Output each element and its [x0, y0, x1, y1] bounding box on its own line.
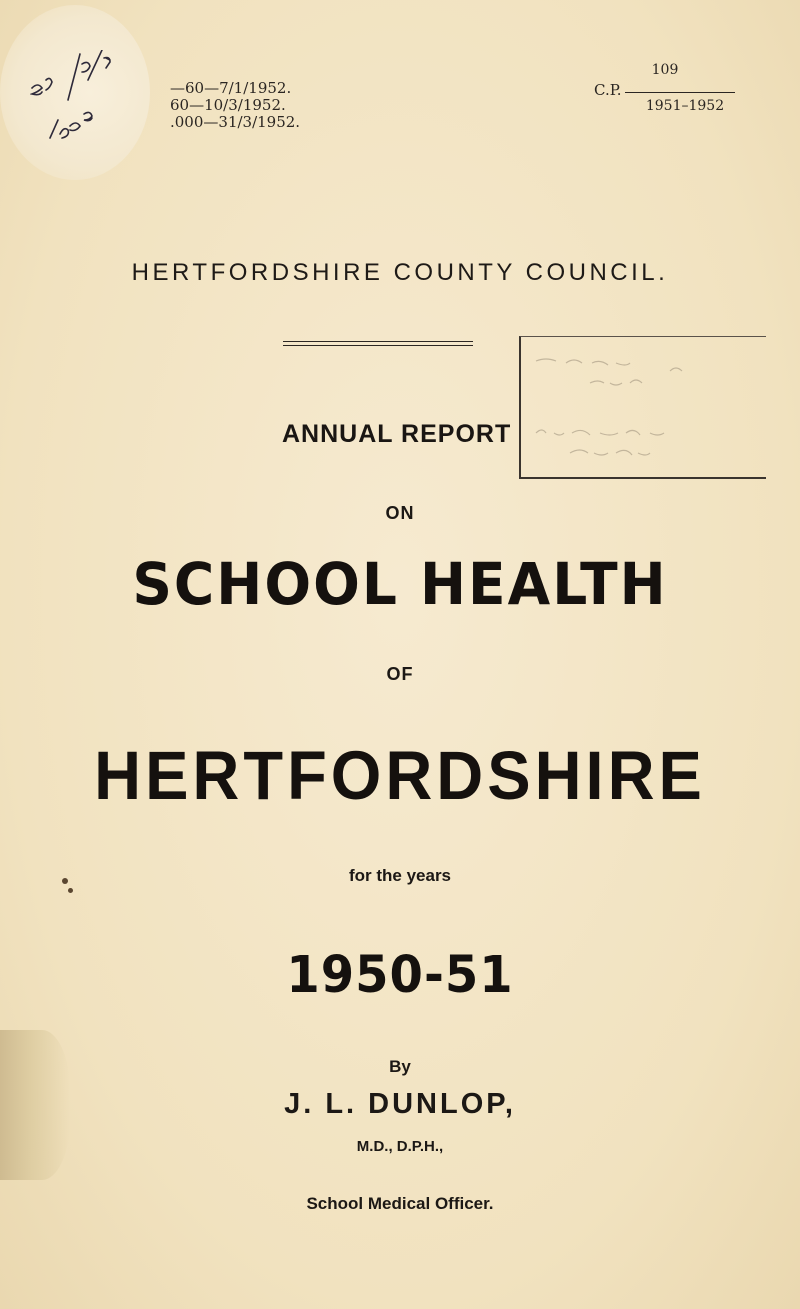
cp-divider [625, 92, 735, 93]
by-label: By [389, 1057, 411, 1076]
faded-stamp-icon [530, 355, 760, 475]
council-name: HERTFORDSHIRE COUNTY COUNCIL. [131, 259, 669, 286]
cp-years: 1951–1952 [645, 98, 725, 114]
annual-report-heading: ANNUAL REPORT [282, 420, 512, 448]
paper-stain [0, 1030, 70, 1180]
reference-line: .000—31/3/1952. [170, 113, 301, 131]
cp-label: C.P. [594, 81, 622, 99]
for-the-years-label: for the years [348, 866, 452, 885]
of-label: OF [386, 664, 414, 684]
cp-number: 109 [651, 62, 679, 78]
reference-line: 60—10/3/1952. [170, 96, 286, 114]
reference-line: —60—7/1/1952. [170, 79, 292, 97]
author-title: School Medical Officer. [306, 1194, 494, 1213]
report-subject: SCHOOL HEALTH [132, 550, 668, 618]
double-rule [283, 341, 473, 346]
author-name: J. L. DUNLOP, [284, 1088, 516, 1120]
county-title: HERTFORDSHIRE [94, 737, 706, 814]
handwritten-annotation-icon [30, 50, 150, 150]
report-years: 1950-51 [286, 945, 514, 1005]
reference-lines [170, 80, 300, 131]
author-qualifications: M.D., D.P.H., [356, 1138, 444, 1155]
on-label: ON [385, 503, 415, 523]
paper-speck [68, 888, 73, 893]
paper-speck [62, 878, 68, 884]
